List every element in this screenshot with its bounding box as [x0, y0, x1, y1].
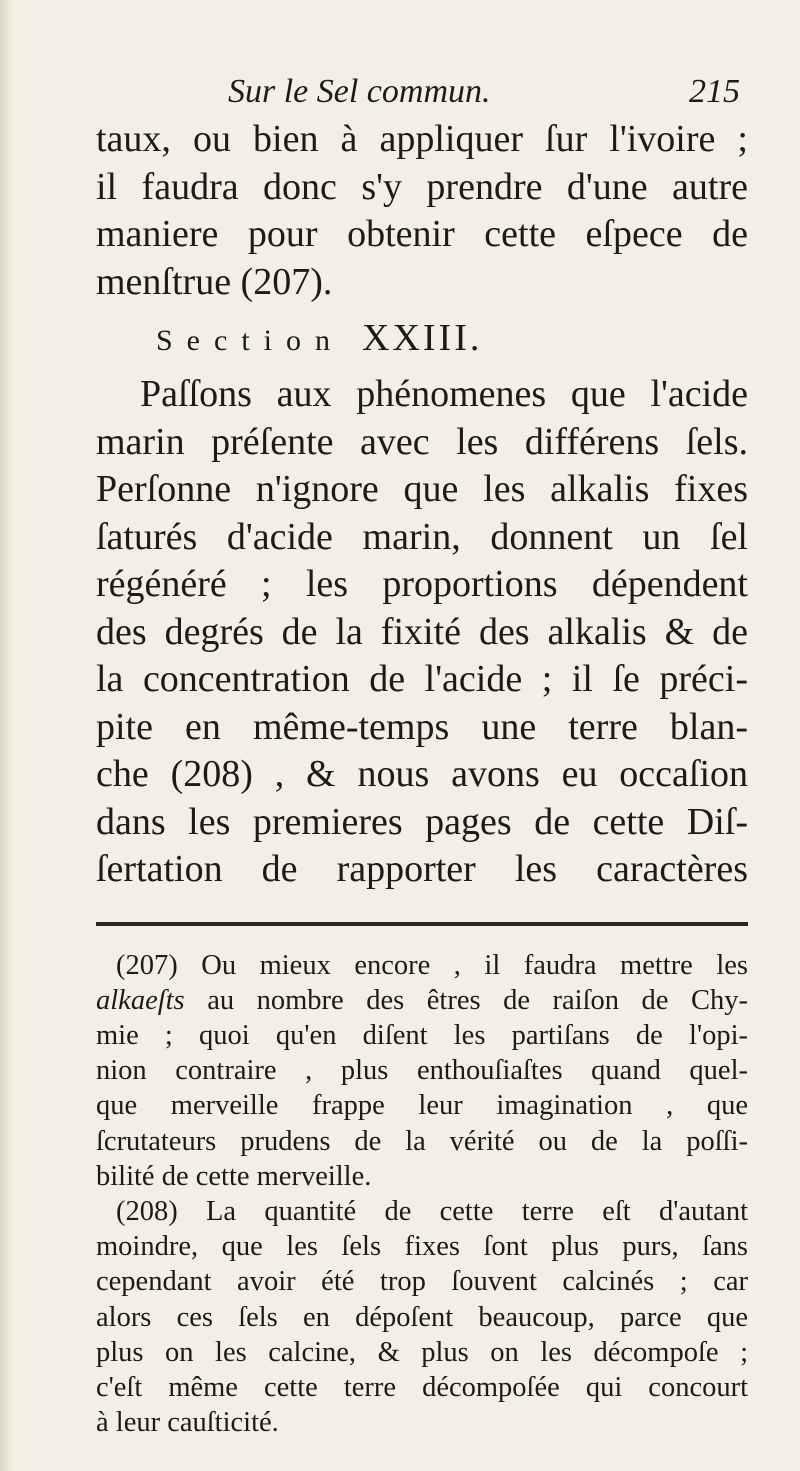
footnote-line-rest: au nombre des êtres de raiſon de Chy- — [184, 984, 748, 1016]
footnote-line: cependant avoir été trop ſouvent calcinés ; car — [96, 1266, 748, 1298]
footnote-rule — [96, 922, 748, 926]
text-line: des degrés de la fixité des alkalis & de — [96, 610, 748, 653]
footnote-207 — [96, 948, 748, 1194]
text-line: taux, ou bien à appliquer ſur l'ivoire ; — [96, 118, 748, 160]
section-heading — [96, 314, 748, 365]
text-line: ſaturés d'acide marin, donnent un ſel — [96, 515, 748, 558]
page-number: 215 — [689, 73, 740, 110]
text-line: ſertation de rapporter les caractères — [96, 848, 748, 890]
text-line: la concentration de l'acide ; il ſe préci- — [96, 658, 748, 700]
text-line: il faudra donc s'y prendre d'une autre — [96, 165, 748, 208]
text-line: menſtrue (207). — [96, 260, 333, 303]
footnote-line: (208) La quantité de cette terre eſt d'autant — [116, 1195, 748, 1227]
footnote-line: bilité de cette merveille. — [96, 1160, 372, 1192]
footnote-line: moindre, que les ſels fixes ſont plus purs, ſans — [96, 1231, 748, 1263]
footnote-line: c'eſt même cette terre décompoſée qui concourt — [96, 1371, 748, 1403]
footnote-208 — [96, 1194, 748, 1440]
page-edge-shadow — [0, 0, 14, 1471]
main-paragraph — [96, 371, 748, 894]
text-line: che (208) , & nous avons eu occaſion — [96, 753, 748, 795]
footnote-line-italic-start — [96, 983, 748, 1018]
running-head — [96, 72, 748, 116]
text-line: marin préſente avec les différens ſels. — [96, 420, 748, 463]
footnote-line: ſcrutateurs prudens de la vérité ou de la poſſi- — [96, 1125, 748, 1157]
footnote-line: nion contraire , plus enthouſiaſtes quand quel- — [96, 1055, 748, 1087]
footnote-line: à leur cauſticité. — [96, 1407, 279, 1439]
footnote-line: mie ; quoi qu'en diſent les partiſans de l'opi- — [96, 1019, 748, 1051]
footnote-line: (207) Ou mieux encore , il faudra mettre les — [116, 949, 748, 981]
text-line: Paſſons aux phénomenes que l'acide — [140, 373, 748, 415]
text-line: Perſonne n'ignore que les alkalis fixes — [96, 468, 748, 510]
footnote-line: plus on les calcine, & plus on les décompoſe ; — [96, 1336, 748, 1368]
book-page — [96, 72, 748, 1440]
section-number: XXIII. — [362, 317, 483, 359]
section-word: Section — [156, 324, 344, 357]
text-line: maniere pour obtenir cette eſpece de — [96, 213, 748, 255]
text-line: régénéré ; les proportions dépendent — [96, 563, 748, 605]
running-title: Sur le Sel commun. — [228, 73, 491, 110]
footnote-line: que merveille frappe leur imagination , que — [96, 1090, 748, 1122]
text-line: pite en même-temps une terre blan- — [96, 705, 748, 748]
intro-text — [96, 116, 748, 306]
footnote-line: alors ces ſels en dépoſent beaucoup, parce que — [96, 1301, 748, 1333]
italic-term: alkaeſts — [96, 984, 185, 1016]
text-line: dans les premieres pages de cette Diſ- — [96, 800, 748, 843]
